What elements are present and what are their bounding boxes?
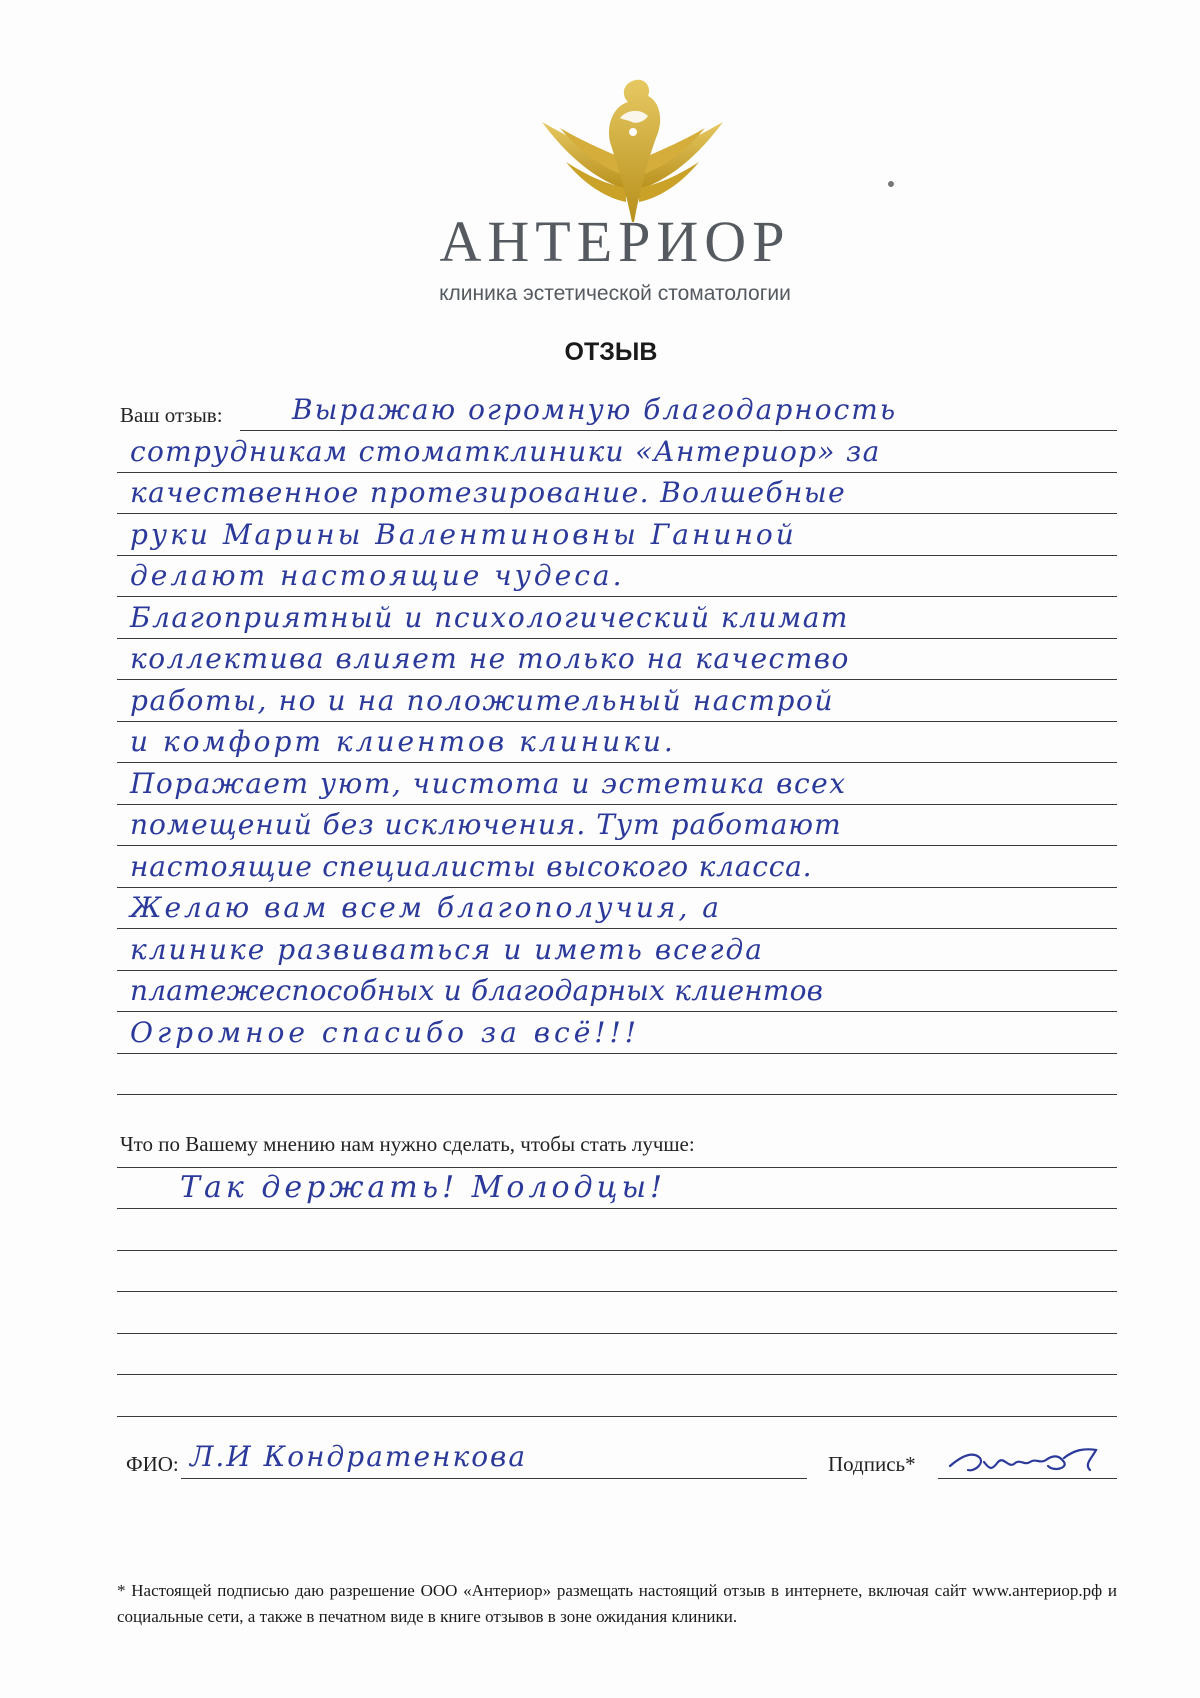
ruled-line [117,1416,1117,1417]
ruled-line [117,762,1117,763]
improve-line-1: Так держать! Молодцы! [180,1170,667,1205]
ruled-line [117,1374,1117,1375]
review-label: Ваш отзыв: [120,403,223,427]
ruled-line [240,430,1117,431]
review-line-7: коллектива влияет не только на качество [130,642,850,675]
review-line-5: делают настоящие чудеса. [130,559,625,592]
scan-speck [887,180,895,188]
ruled-line [117,555,1117,556]
name-value: Л.И Кондратенкова [190,1440,528,1473]
ruled-line [117,1333,1117,1334]
ruled-line [117,1291,1117,1292]
ruled-line [117,1011,1117,1012]
review-line-11: помещений без исключения. Тут работают [130,808,842,841]
name-label: ФИО: [126,1452,179,1476]
review-line-14: клинике развиваться и иметь всегда [130,933,764,966]
ruled-line [117,638,1117,639]
review-line-13: Желаю вам всем благополучия, а [130,891,722,924]
ruled-line [117,1208,1117,1209]
ruled-line [117,970,1117,971]
ruled-line [117,721,1117,722]
signature-label: Подпись* [828,1452,916,1476]
ruled-line [117,1250,1117,1251]
review-line-12: настоящие специалисты высокого класса. [130,850,813,883]
review-line-9: и комфорт клиентов клиники. [130,725,676,758]
review-line-4: руки Марины Валентиновны Ганиной [130,518,797,551]
ruled-line [117,1167,1117,1168]
review-line-10: Поражает уют, чистота и эстетика всех [130,767,847,800]
review-line-6: Благоприятный и психологический климат [130,601,849,634]
ruled-line [117,1053,1117,1054]
ruled-line [117,887,1117,888]
ruled-line [117,845,1117,846]
ruled-line [117,928,1117,929]
consent-footnote: * Настоящей подписью даю разрешение ООО «Антериор» размещать настоящий отзыв в интернете, включая сайт www.антериор.рф и социальные сети, а также в печатном виде в книге отзывов в зоне ожидания клиники. [117,1581,1117,1626]
ruled-line [117,679,1117,680]
ruled-line [117,596,1117,597]
form-title: ОТЗЫВ [564,338,658,366]
ruled-line [117,1094,1117,1095]
review-line-16: Огромное спасибо за всё!!! [130,1016,641,1049]
ruled-line [117,513,1117,514]
review-line-1: Выражаю огромную благодарность [292,393,898,426]
brand-subtitle: клиника эстетической стоматологии [439,282,791,305]
review-line-2: сотрудникам стоматклиники «Антериор» за [130,435,881,468]
review-line-8: работы, но и на положительный настрой [130,684,835,717]
ruled-line [117,804,1117,805]
brand-name: АНТЕРИОР [439,209,791,274]
improve-label: Что по Вашему мнению нам нужно сделать, чтобы стать лучше: [120,1132,695,1156]
signature-mark [944,1440,1104,1484]
name-underline [181,1478,807,1479]
ruled-line [117,472,1117,473]
review-line-15: платежеспособных и благодарных клиентов [130,974,824,1007]
review-line-3: качественное протезирование. Волшебные [130,476,847,509]
